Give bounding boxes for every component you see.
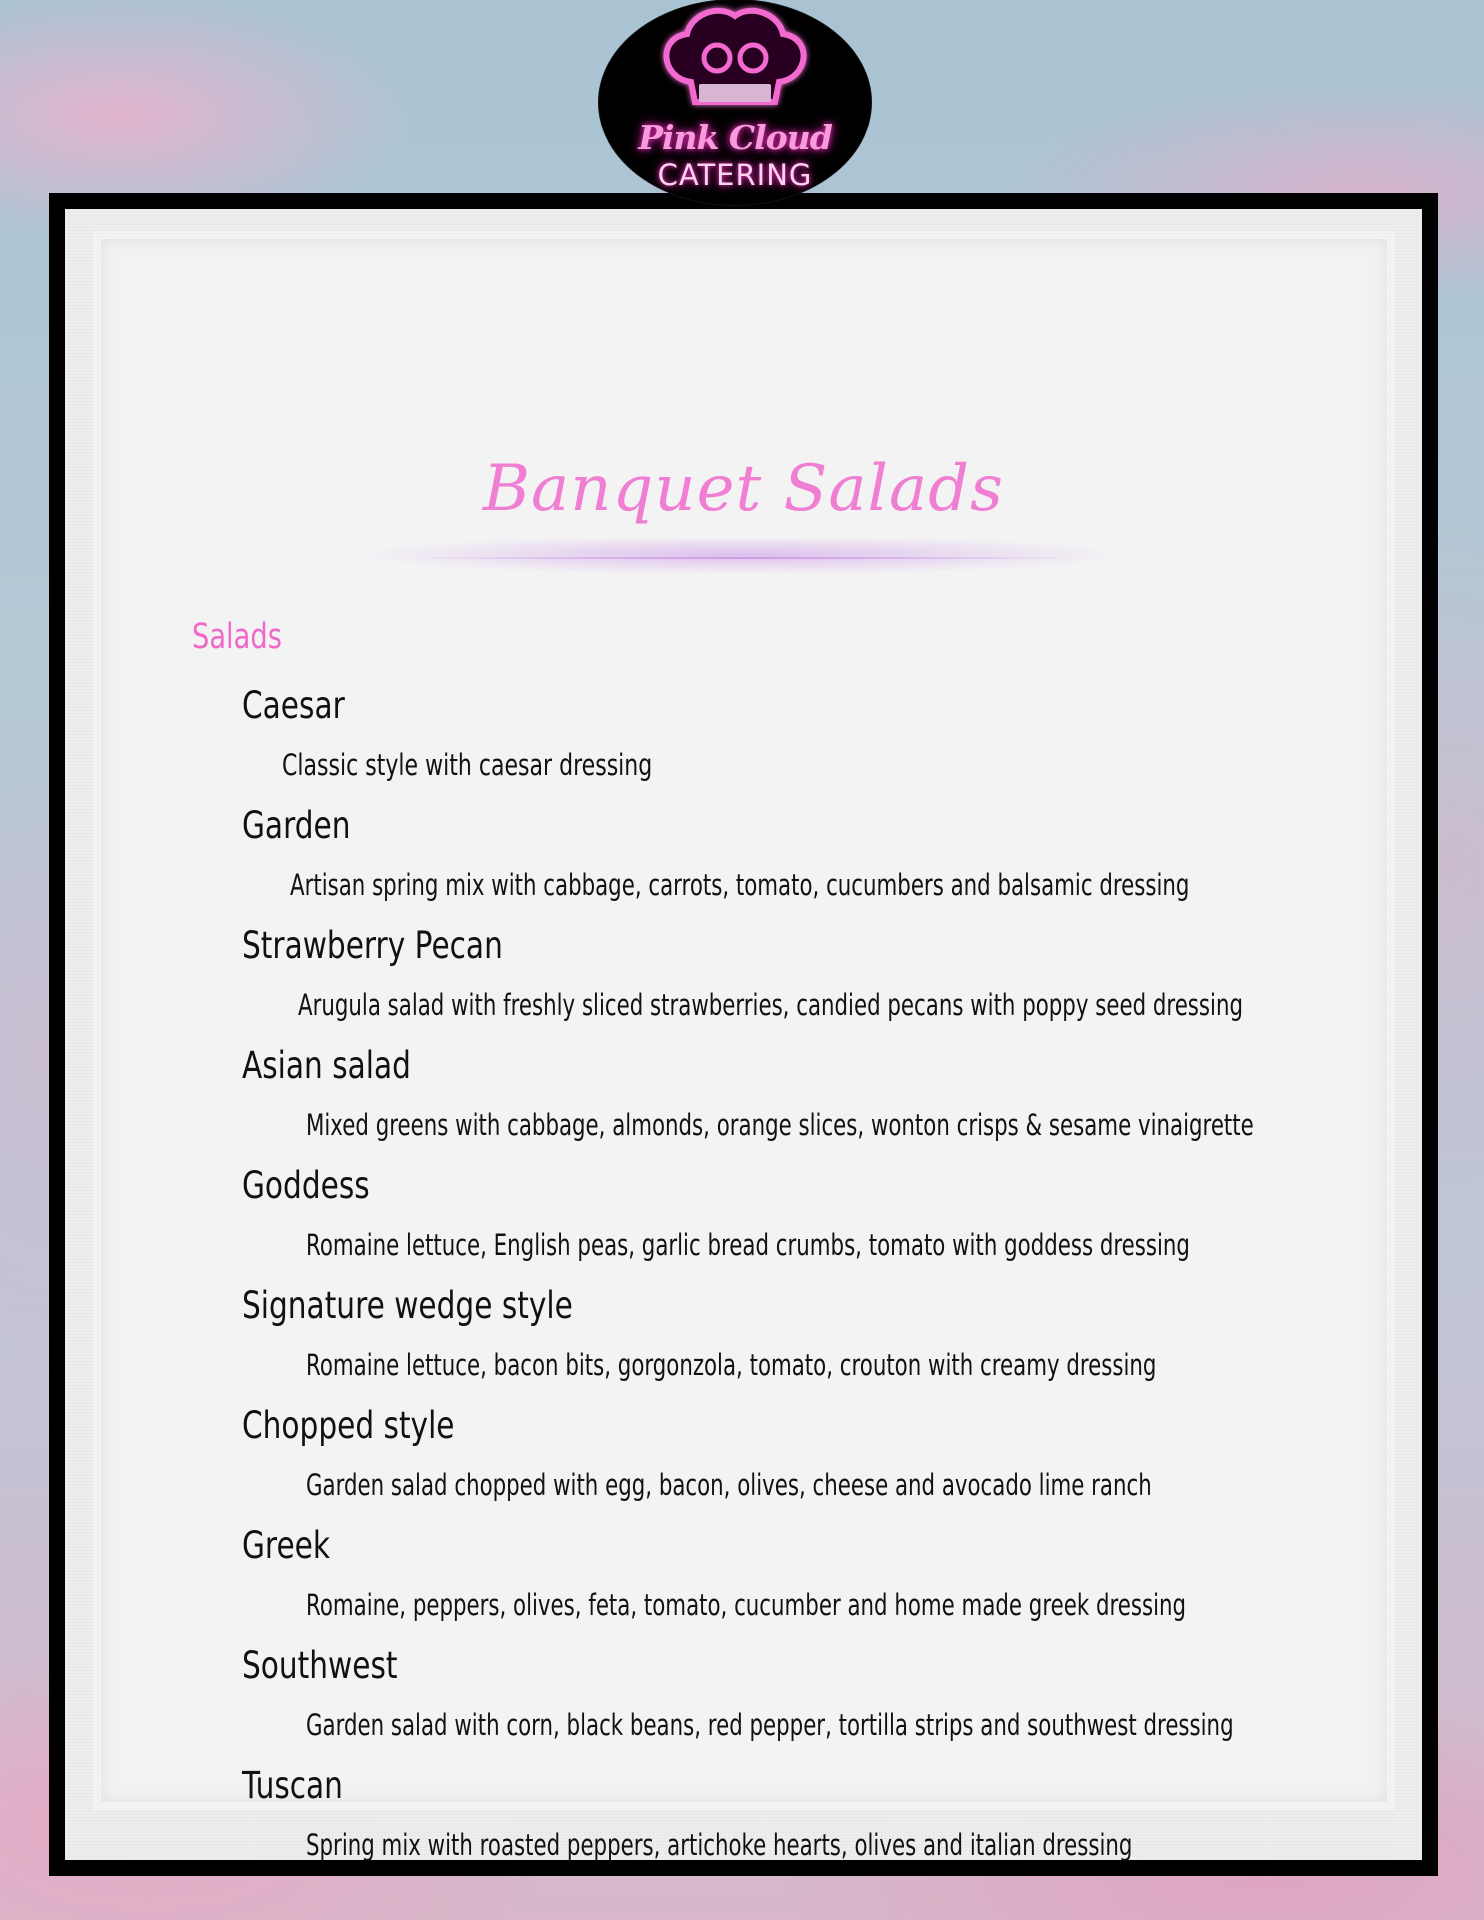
salad-description: Classic style with caesar dressing [282, 748, 653, 782]
salad-description: Romaine, peppers, olives, feta, tomato, cucumber and home made greek dressing [306, 1588, 1187, 1622]
title-glow [357, 539, 1127, 579]
salad-description: Garden salad chopped with egg, bacon, olives, cheese and avocado lime ranch [306, 1468, 1152, 1502]
salad-description: Artisan spring mix with cabbage, carrots, tomato, cucumbers and balsamic dressing [290, 868, 1190, 902]
salad-name: Asian salad [242, 1044, 411, 1087]
salad-description: Spring mix with roasted peppers, artichoke hearts, olives and italian dressing [306, 1828, 1133, 1862]
menu-frame [49, 193, 1438, 1876]
salad-description: Romaine lettuce, bacon bits, gorgonzola, tomato, crouton with creamy dressing [306, 1348, 1157, 1382]
logo-catering-text: CATERING [657, 158, 813, 192]
pink-cloud-catering-logo [599, 0, 871, 205]
menu-paper [65, 209, 1422, 1860]
salad-name: Garden [242, 804, 351, 847]
salad-name: Tuscan [242, 1764, 343, 1807]
salad-name: Signature wedge style [242, 1284, 573, 1327]
logo-script-text: Pink Cloud [638, 118, 832, 157]
salad-description: Mixed greens with cabbage, almonds, orange slices, wonton crisps & sesame vinaigrette [306, 1108, 1254, 1142]
salad-name: Chopped style [242, 1404, 455, 1447]
title-divider [405, 557, 1085, 559]
page-title: Banquet Salads [483, 452, 1004, 526]
salad-name: Southwest [242, 1644, 398, 1687]
salad-name: Caesar [242, 684, 345, 727]
salad-name: Goddess [242, 1164, 370, 1207]
salad-description: Garden salad with corn, black beans, red pepper, tortilla strips and southwest dressing [306, 1708, 1234, 1742]
salad-description: Arugula salad with freshly sliced strawberries, candied pecans with poppy seed dressing [298, 988, 1243, 1022]
salad-name: Strawberry Pecan [242, 924, 503, 967]
salad-name: Greek [242, 1524, 331, 1567]
section-heading: Salads [192, 617, 282, 657]
salad-description: Romaine lettuce, English peas, garlic bread crumbs, tomato with goddess dressing [306, 1228, 1190, 1262]
